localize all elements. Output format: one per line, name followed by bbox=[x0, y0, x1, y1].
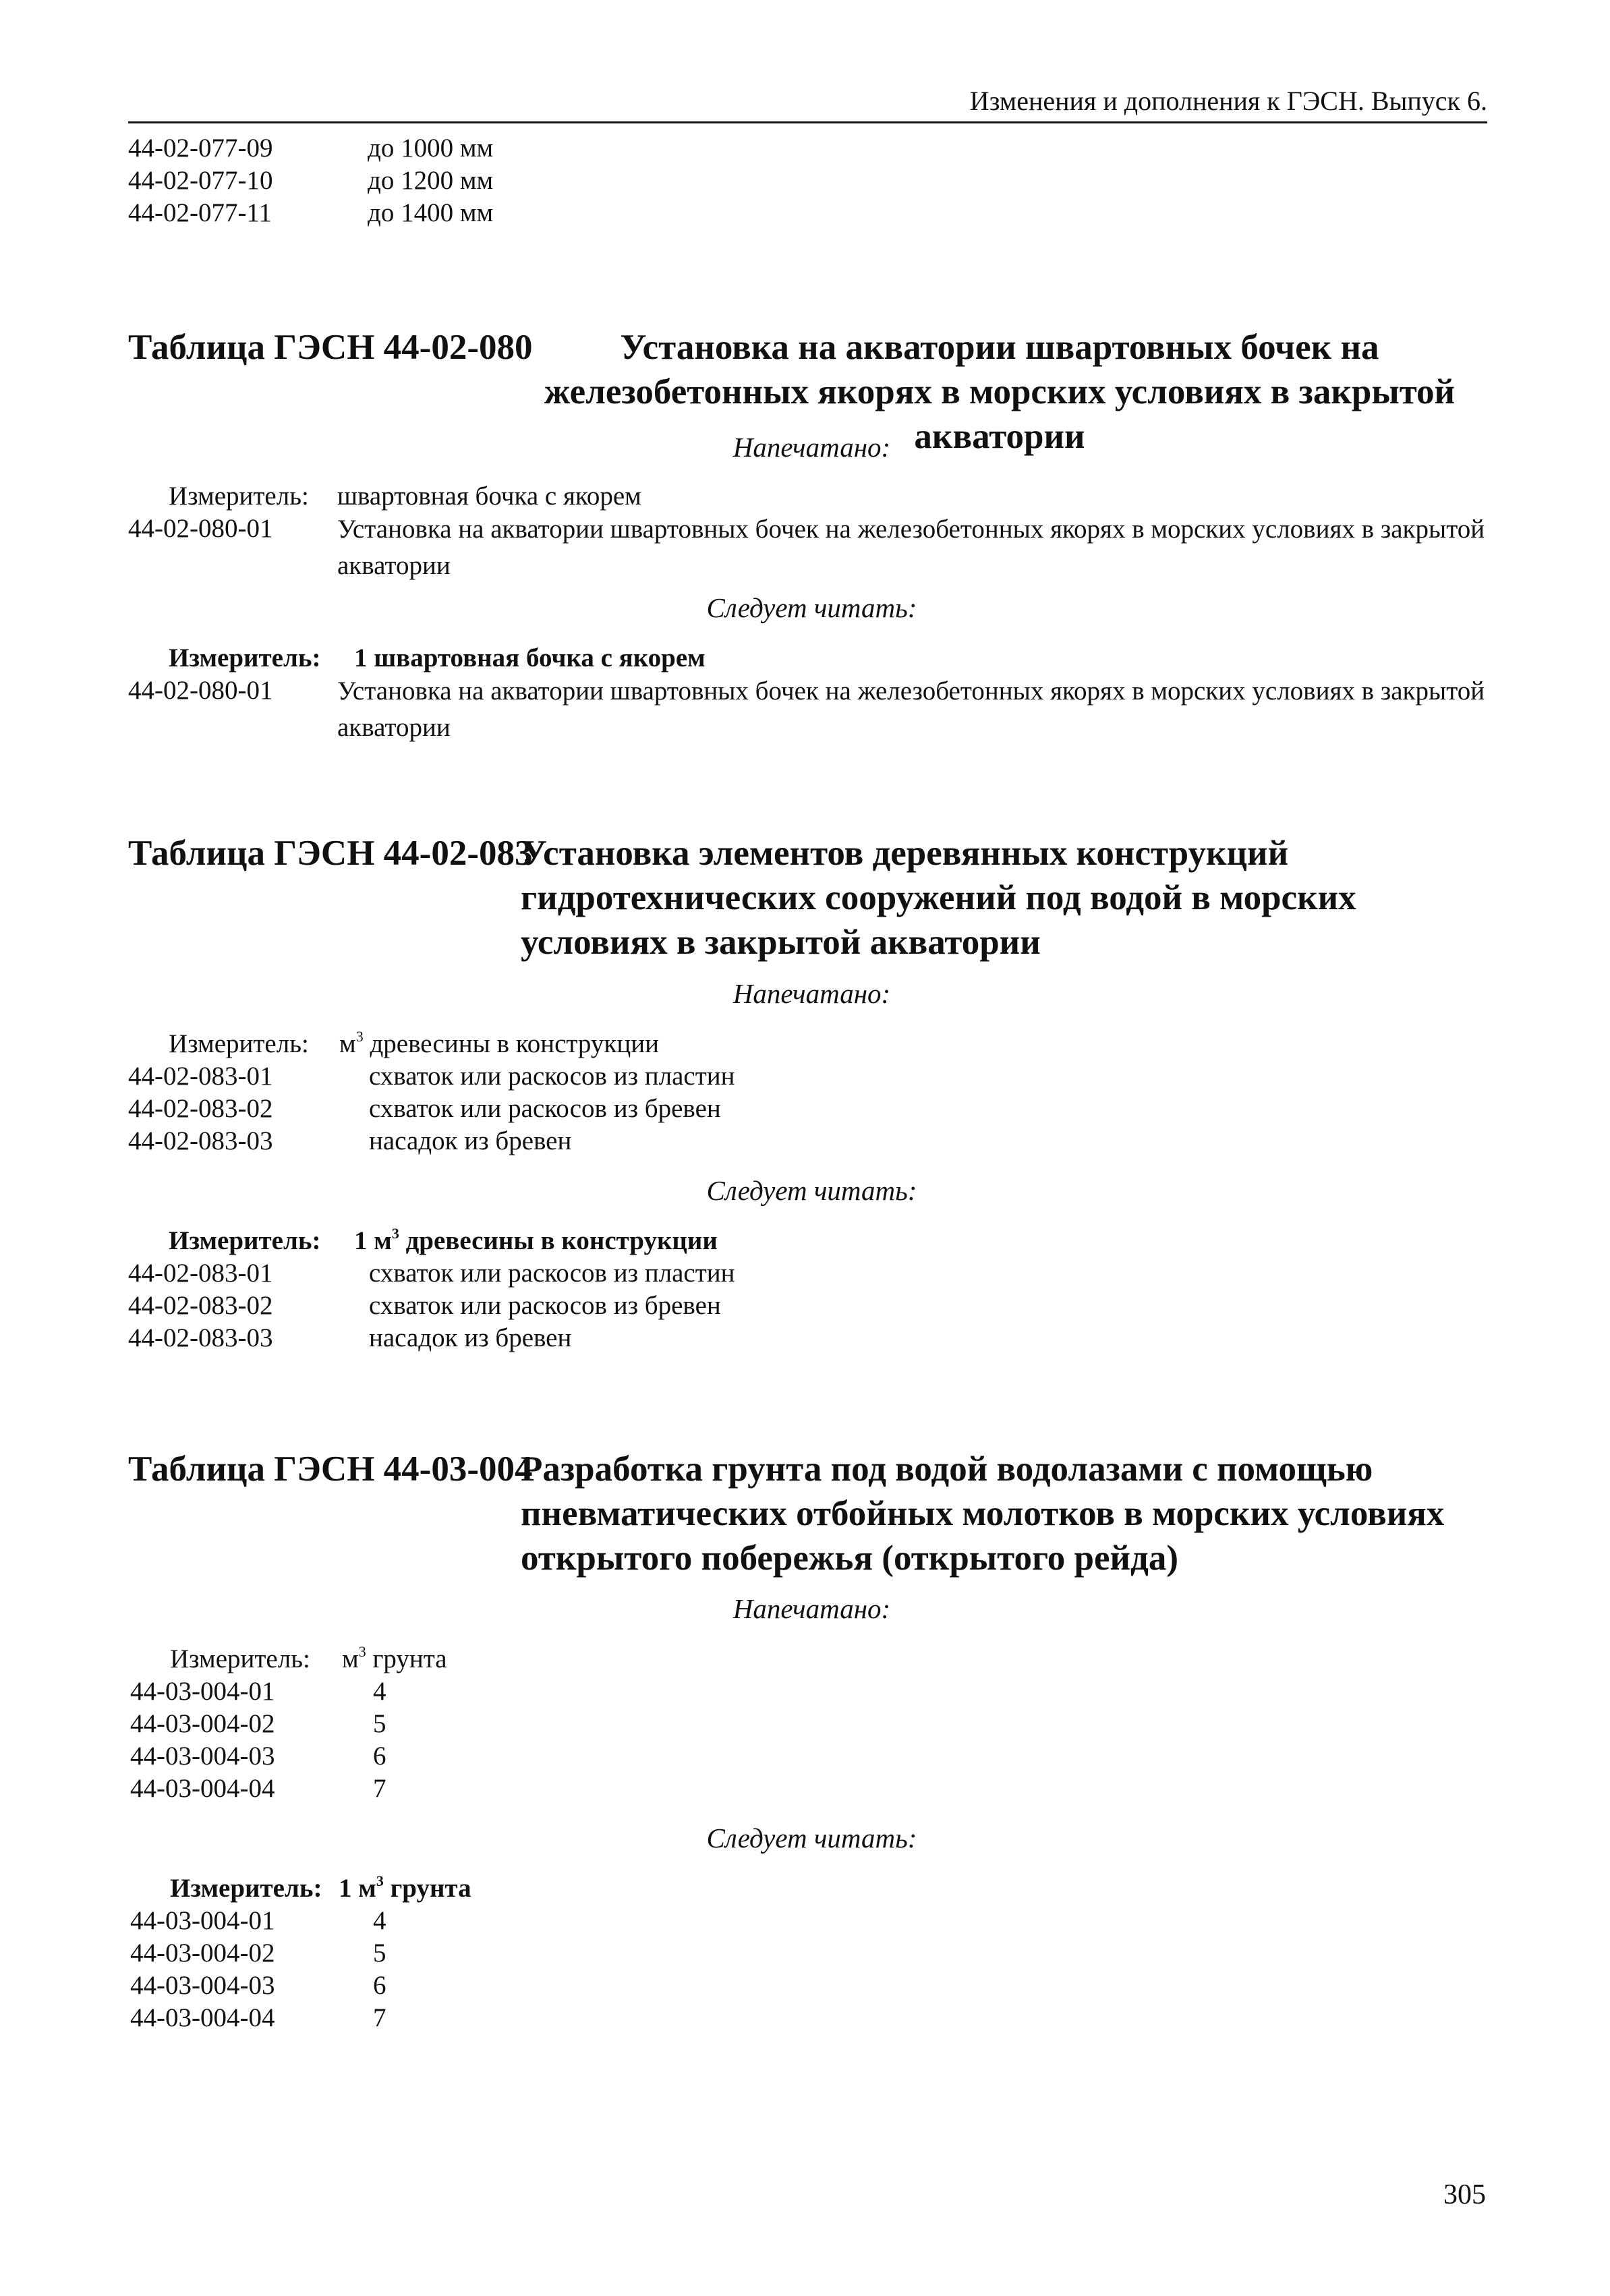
row-code: 44-03-004-04 bbox=[130, 1774, 275, 1803]
row-value: 5 bbox=[373, 1709, 386, 1738]
table-heading-004 bbox=[128, 1447, 1504, 1588]
row-value: 6 bbox=[373, 1971, 386, 2000]
row-code: 44-02-080-01 bbox=[128, 676, 273, 705]
running-header bbox=[128, 86, 1487, 123]
table-label: Таблица ГЭСН 44-03-004 bbox=[128, 1450, 533, 1489]
meter-label: Измеритель: bbox=[170, 1644, 310, 1673]
meter-value: 1 $м^3$ древесины в конструкции bbox=[354, 1225, 718, 1255]
row-text: схваток или раскосов из бревен bbox=[369, 1094, 721, 1123]
meter-label: Измеритель: bbox=[170, 1874, 322, 1903]
printed-caption: Напечатано: bbox=[732, 432, 891, 463]
meter-value: швартовная бочка с якорем bbox=[337, 482, 641, 511]
row-code: 44-03-004-04 bbox=[130, 2003, 275, 2032]
table-title: Установка на акватории швартовных бочек на железобетонных якорях в морских условиях в закрытой акватории bbox=[544, 328, 1456, 456]
printed-caption: Напечатано: bbox=[732, 978, 891, 1009]
meter-label: Измеритель: bbox=[169, 1029, 309, 1058]
row-code: 44-03-004-02 bbox=[130, 1709, 275, 1738]
meter-value: 1 швартовная бочка с якорем bbox=[354, 643, 706, 672]
row-code: 44-02-083-02 bbox=[128, 1094, 273, 1123]
row-code: 44-03-004-03 bbox=[130, 1971, 275, 2000]
row-text: насадок из бревен bbox=[369, 1323, 572, 1352]
table-label: Таблица ГЭСН 44-02-083 bbox=[128, 834, 533, 873]
row-text: до 1000 мм bbox=[368, 134, 494, 163]
table-title: Разработка грунта под водой водолазами с помощью пневматических отбойных молотков в морских условиях открытого побережья (открытого рейда) bbox=[521, 1450, 1445, 1578]
row-text: Установка на акватории швартовных бочек на железобетонных якорях в морских условиях в закрытой акватории bbox=[337, 677, 1485, 742]
row-text: схваток или раскосов из бревен bbox=[369, 1291, 721, 1320]
row-code: 44-02-083-01 bbox=[128, 1062, 273, 1091]
row-code: 44-03-004-01 bbox=[130, 1906, 275, 1935]
row-value: 4 bbox=[373, 1677, 386, 1706]
row-value: 7 bbox=[373, 2003, 386, 2032]
table-title: Установка элементов деревянных конструкций гидротехнических сооружений под водой в морских условиях в закрытой акватории bbox=[521, 834, 1356, 962]
meter-value: 1 $м^3$ грунта bbox=[339, 1872, 471, 1903]
row-code: 44-02-083-03 bbox=[128, 1323, 273, 1352]
row-code: 44-03-004-02 bbox=[130, 1939, 275, 1968]
row-value: 4 bbox=[373, 1906, 386, 1935]
row-value: 6 bbox=[373, 1742, 386, 1771]
row-code: 44-02-080-01 bbox=[128, 514, 273, 543]
row-code: 44-02-083-03 bbox=[128, 1126, 273, 1155]
should-read-caption: Следует читать: bbox=[706, 592, 917, 623]
meter-label: Измеритель: bbox=[169, 643, 321, 672]
row-code: 44-02-083-01 bbox=[128, 1259, 273, 1288]
running-title: Изменения и дополнения к ГЭСН. Выпуск 6. bbox=[969, 86, 1487, 116]
meter-label: Измеритель: bbox=[169, 482, 309, 511]
meter-label: Измеритель: bbox=[169, 1226, 321, 1255]
row-code: 44-03-004-03 bbox=[130, 1742, 275, 1771]
should-read-caption: Следует читать: bbox=[706, 1175, 917, 1206]
page-number: 305 bbox=[1443, 2179, 1486, 2210]
table-heading-083 bbox=[128, 831, 1504, 973]
row-value: 7 bbox=[373, 1774, 386, 1803]
should-read-caption: Следует читать: bbox=[706, 1823, 917, 1854]
row-code: 44-02-077-10 bbox=[128, 166, 273, 195]
row-code: 44-02-083-02 bbox=[128, 1291, 273, 1320]
meter-value: $м^3$ древесины в конструкции bbox=[339, 1028, 659, 1058]
meter-value: $м^3$ грунта bbox=[342, 1643, 447, 1673]
printed-caption: Напечатано: bbox=[732, 1593, 891, 1624]
table-label: Таблица ГЭСН 44-02-080 bbox=[128, 328, 533, 367]
row-text: до 1200 мм bbox=[368, 166, 494, 195]
row-code: 44-02-077-09 bbox=[128, 134, 273, 163]
row-text: схваток или раскосов из пластин bbox=[369, 1062, 735, 1091]
row-code: 44-02-077-11 bbox=[128, 198, 272, 227]
row-value: 5 bbox=[373, 1939, 386, 1968]
row-text: насадок из бревен bbox=[369, 1126, 572, 1155]
row-code: 44-03-004-01 bbox=[130, 1677, 275, 1706]
row-text: схваток или раскосов из пластин bbox=[369, 1259, 735, 1288]
row-text: Установка на акватории швартовных бочек на железобетонных якорях в морских условиях в закрытой акватории bbox=[337, 515, 1485, 580]
row-text: до 1400 мм bbox=[368, 198, 494, 227]
